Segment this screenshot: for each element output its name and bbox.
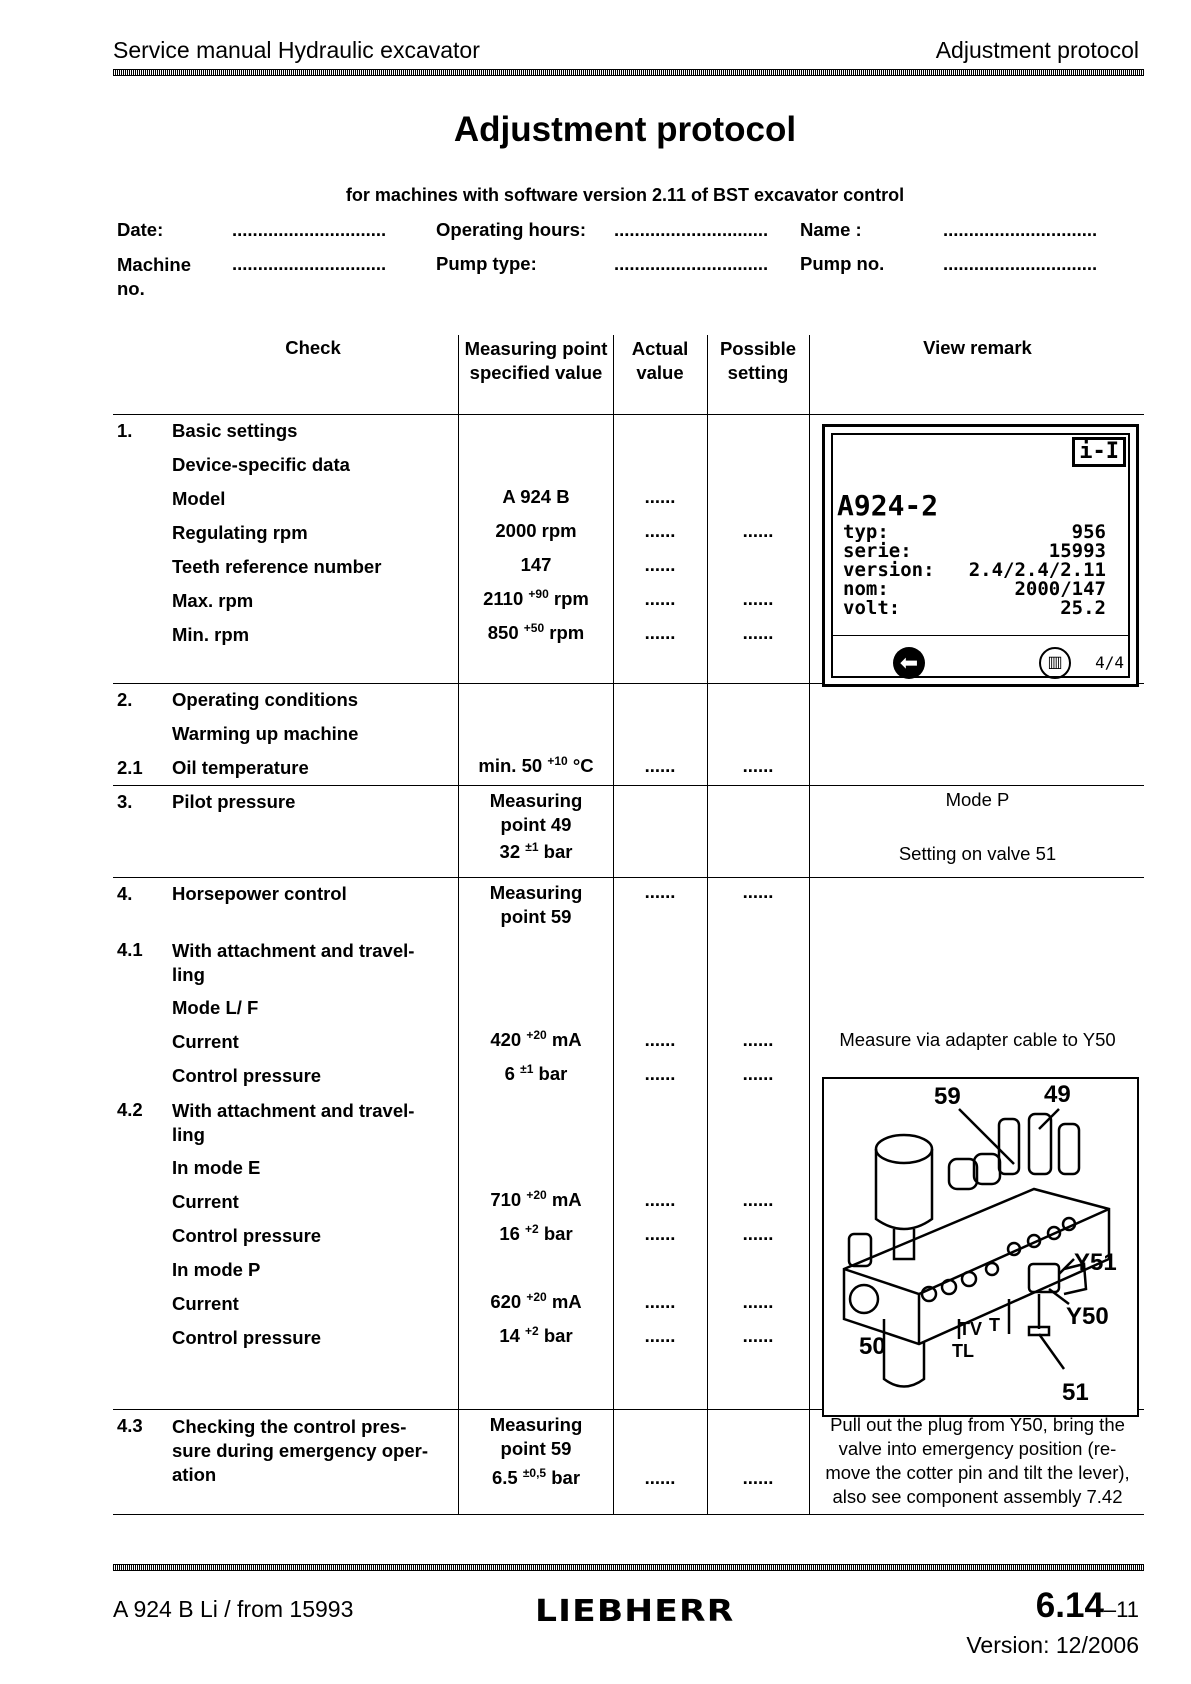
possible-setting-field[interactable]: ...... — [742, 881, 774, 902]
actual-value-field[interactable]: ...... — [644, 486, 676, 507]
row-label: Current — [172, 1191, 239, 1212]
machine-no-field[interactable]: .............................. — [232, 253, 387, 274]
remark: Pull out the plug from Y50, bring the valve into emergency position (re- move the cotter pin and tilt the lever), also see component assembly 7.42 — [825, 1414, 1130, 1507]
label-y50: Y50 — [1066, 1303, 1109, 1330]
row-label: In mode P — [172, 1259, 261, 1280]
spec-value: 2000 rpm — [495, 520, 577, 541]
display-model: A924-2 — [837, 489, 939, 522]
row-label: Basic settings — [172, 420, 298, 441]
actual-value-field[interactable]: ...... — [644, 1467, 676, 1488]
row-label: Mode L/ F — [172, 997, 259, 1018]
machine-no-label: Machine no. — [117, 254, 192, 299]
col-header-possible: Possible setting — [719, 338, 797, 383]
display-serie-value: 15993 — [1048, 540, 1106, 562]
label-y51: Y51 — [1074, 1249, 1117, 1276]
label-59: 59 — [934, 1083, 961, 1110]
label-tl: TL — [952, 1341, 974, 1361]
actual-value-field[interactable]: ...... — [644, 1223, 676, 1244]
spec-value: 6 $^{\pm 1}$ bar — [504, 1061, 568, 1084]
spec-value: A 924 B — [502, 486, 570, 507]
row-label: Min. rpm — [172, 624, 250, 645]
spec-value: Measuring point 59 — [489, 882, 583, 927]
spec-value: 420 $^{+20}$ mA — [490, 1027, 582, 1050]
display-volt-label: volt: — [843, 597, 901, 619]
footer-model: A 924 B Li / from 15993 — [113, 1596, 354, 1622]
spec-value: 16 $^{+2}$ bar — [499, 1221, 573, 1244]
header-right: Adjustment protocol — [935, 37, 1139, 63]
row-label: Control pressure — [172, 1225, 322, 1246]
row-divider — [113, 414, 1144, 415]
actual-value-field[interactable]: ...... — [644, 1291, 676, 1312]
possible-setting-field[interactable]: ...... — [742, 1467, 774, 1488]
name-label: Name : — [800, 219, 862, 240]
spec-value: Measuring point 59 — [489, 1414, 583, 1459]
display-serie-label: serie: — [843, 540, 912, 562]
remark: Mode P — [945, 789, 1010, 810]
pump-type-field[interactable]: .............................. — [614, 253, 769, 274]
col-divider — [613, 335, 614, 1515]
spec-value: 620 $^{+20}$ mA — [490, 1289, 582, 1312]
valve-block-drawing — [822, 1077, 1139, 1417]
book-icon: ▥ — [1039, 647, 1071, 679]
col-header-actual: Actual value — [631, 338, 689, 383]
col-divider — [707, 335, 708, 1515]
header-left: Service manual Hydraulic excavator — [113, 37, 480, 63]
footer-rule — [113, 1564, 1144, 1571]
row-number: 4.1 — [117, 939, 143, 960]
display-badge: i-I — [1072, 437, 1126, 467]
possible-setting-field[interactable]: ...... — [742, 1029, 774, 1050]
row-label: Pilot pressure — [172, 791, 296, 812]
possible-setting-field[interactable]: ...... — [742, 755, 774, 776]
possible-setting-field[interactable]: ...... — [742, 520, 774, 541]
col-divider — [809, 335, 810, 1515]
possible-setting-field[interactable]: ...... — [742, 1189, 774, 1210]
actual-value-field[interactable]: ...... — [644, 588, 676, 609]
pump-type-label: Pump type: — [436, 253, 537, 274]
row-number: 4.3 — [117, 1415, 143, 1436]
display-nom-label: nom: — [843, 578, 889, 600]
label-tv: TV — [959, 1319, 983, 1339]
actual-value-field[interactable]: ...... — [644, 881, 676, 902]
row-label: With attachment and travel- ling — [172, 940, 415, 985]
row-label: Current — [172, 1031, 239, 1052]
row-label: Checking the control pres- sure during emergency oper- ation — [172, 1416, 428, 1485]
possible-setting-field[interactable]: ...... — [742, 1063, 774, 1084]
row-label: Current — [172, 1293, 239, 1314]
page-title: Adjustment protocol — [453, 110, 797, 149]
actual-value-field[interactable]: ...... — [644, 554, 676, 575]
display-page: 4/4 — [1095, 653, 1124, 672]
row-number: 4. — [117, 883, 133, 904]
possible-setting-field[interactable]: ...... — [742, 588, 774, 609]
actual-value-field[interactable]: ...... — [644, 1063, 676, 1084]
row-label: Oil temperature — [172, 757, 309, 778]
row-number: 2.1 — [117, 757, 143, 778]
pump-no-field[interactable]: .............................. — [943, 253, 1098, 274]
possible-setting-field[interactable]: ...... — [742, 1291, 774, 1312]
row-label: Control pressure — [172, 1327, 322, 1348]
possible-setting-field[interactable]: ...... — [742, 1325, 774, 1346]
spec-value: 850 $^{+50}$ rpm — [487, 620, 585, 643]
spec-value: Measuring point 49 — [489, 790, 583, 835]
display-volt-value: 25.2 — [1060, 597, 1106, 619]
spec-value: 2110 $^{+90}$ rpm — [483, 586, 589, 609]
actual-value-field[interactable]: ...... — [644, 755, 676, 776]
header-rule — [113, 69, 1144, 76]
version: Version: 12/2006 — [966, 1632, 1139, 1658]
row-label: Warming up machine — [172, 723, 359, 744]
display-version-label: version: — [843, 559, 935, 581]
row-number: 3. — [117, 791, 133, 812]
row-number: 2. — [117, 689, 133, 710]
row-label: Operating conditions — [172, 689, 359, 710]
remark: Setting on valve 51 — [898, 843, 1057, 864]
actual-value-field[interactable]: ...... — [644, 622, 676, 643]
row-label: Device-specific data — [172, 454, 350, 475]
actual-value-field[interactable]: ...... — [644, 520, 676, 541]
display-screenshot — [822, 424, 1139, 687]
operating-hours-field[interactable]: .............................. — [614, 219, 769, 240]
remark: Measure via adapter cable to Y50 — [839, 1029, 1116, 1050]
row-label: Control pressure — [172, 1065, 322, 1086]
spec-value: 6.5 $^{\pm 0,5}$ bar — [491, 1465, 581, 1488]
actual-value-field[interactable]: ...... — [644, 1029, 676, 1050]
row-number: 4.2 — [117, 1099, 143, 1120]
pump-no-label: Pump no. — [800, 253, 885, 274]
date-label: Date: — [117, 219, 164, 240]
spec-value: 710 $^{+20}$ mA — [490, 1187, 582, 1210]
spec-value: min. 50 $^{+10}$ °C — [478, 753, 594, 776]
display-nom-value: 2000/147 — [1014, 578, 1106, 600]
label-t: T — [989, 1315, 1000, 1335]
spec-value: 32 $^{\pm 1}$ bar — [499, 839, 573, 862]
col-header-check: Check — [285, 337, 341, 358]
row-divider — [113, 1514, 1144, 1515]
valve-block-illustration — [824, 1079, 1137, 1415]
col-header-measuring: Measuring point specified value — [464, 338, 608, 383]
display-typ-value: 956 — [1071, 521, 1106, 543]
row-label: Regulating rpm — [172, 522, 308, 543]
label-50: 50 — [859, 1333, 886, 1360]
row-label: In mode E — [172, 1157, 261, 1178]
row-label: Teeth reference number — [172, 556, 382, 577]
liebherr-logo: LIEBHERR — [535, 1594, 735, 1629]
label-49: 49 — [1044, 1081, 1071, 1108]
page-number: 6.14–11 — [1035, 1586, 1139, 1625]
row-number: 1. — [117, 420, 133, 441]
row-label: With attachment and travel- ling — [172, 1100, 415, 1145]
spec-value: 147 — [520, 554, 552, 575]
display-version-value: 2.4/2.4/2.11 — [968, 559, 1106, 581]
page-subtitle: for machines with software version 2.11 of BST excavator control — [345, 185, 905, 205]
row-label: Model — [172, 488, 226, 509]
name-field[interactable]: .............................. — [943, 219, 1098, 240]
label-51: 51 — [1062, 1379, 1089, 1406]
display-typ-label: typ: — [843, 521, 889, 543]
possible-setting-field[interactable]: ...... — [742, 622, 774, 643]
row-label: Horsepower control — [172, 883, 347, 904]
spec-value: 14 $^{+2}$ bar — [499, 1323, 573, 1346]
possible-setting-field[interactable]: ...... — [742, 1223, 774, 1244]
col-header-remark: View remark — [923, 337, 1032, 358]
actual-value-field[interactable]: ...... — [644, 1189, 676, 1210]
date-field[interactable]: .............................. — [232, 219, 387, 240]
operating-hours-label: Operating hours: — [436, 219, 587, 240]
col-divider — [458, 335, 459, 1515]
row-label: Max. rpm — [172, 590, 254, 611]
row-divider — [113, 785, 1144, 786]
row-divider — [113, 877, 1144, 878]
back-arrow-icon: ⬅ — [893, 647, 925, 679]
actual-value-field[interactable]: ...... — [644, 1325, 676, 1346]
